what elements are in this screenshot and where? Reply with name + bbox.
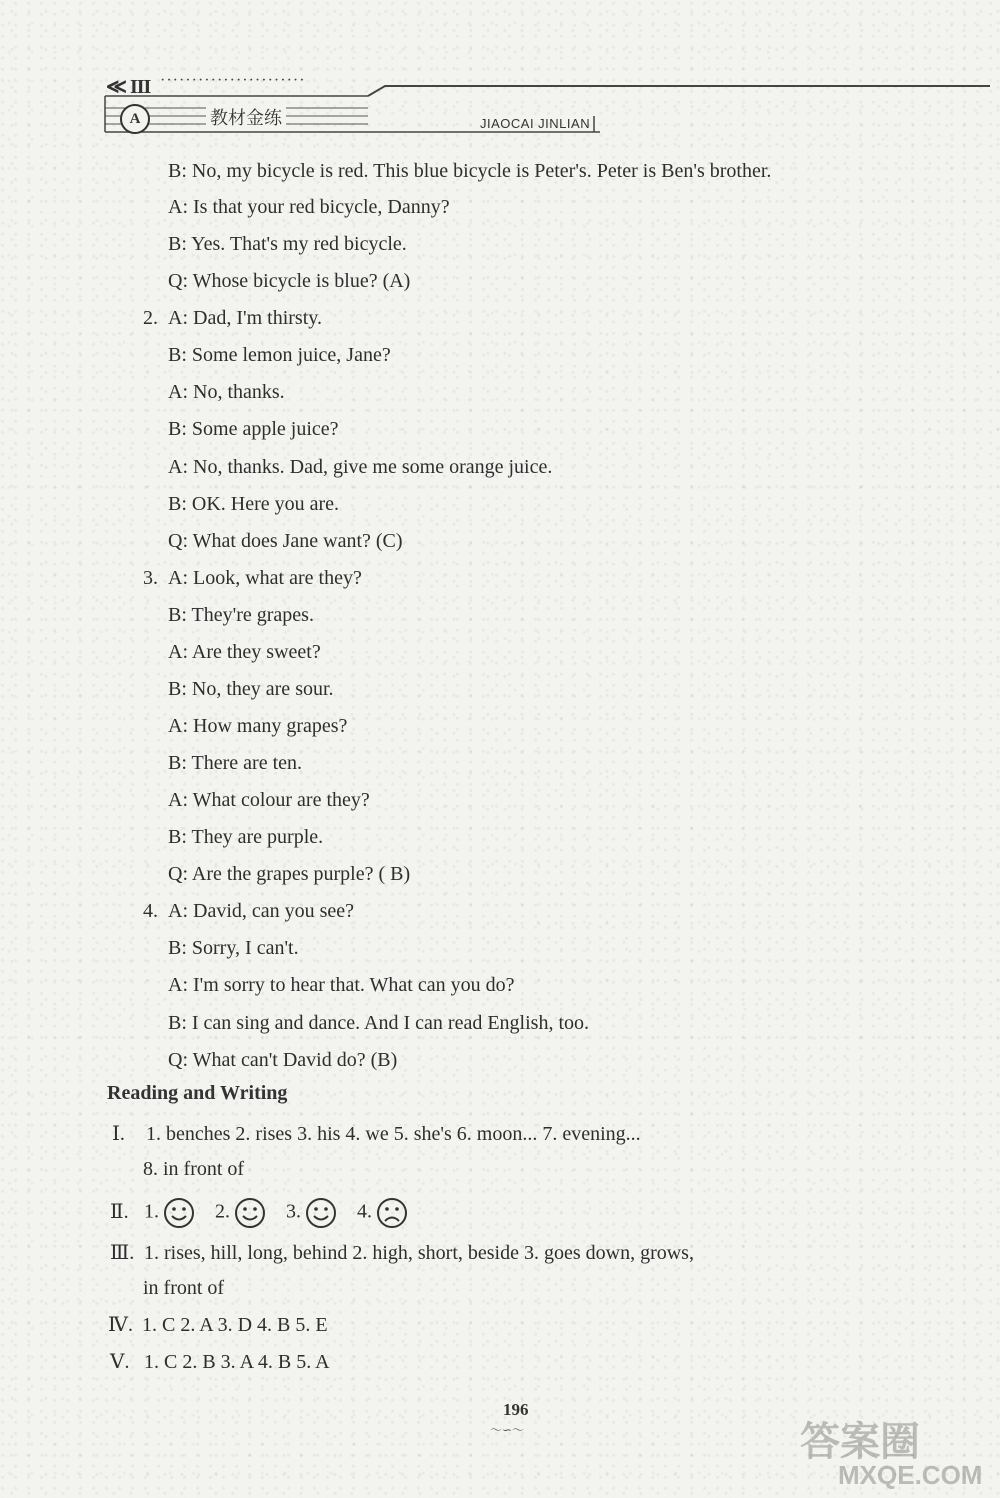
- header-title-en: JIAOCAI JINLIAN: [480, 116, 591, 131]
- section-1-answers-cont: 8. in front of: [143, 1158, 245, 1180]
- section-number: Ⅲ.: [110, 1242, 135, 1264]
- section-4-answers: [108, 1312, 328, 1338]
- dialogue-line: B: No, my bicycle is red. This blue bicycle is Peter's. Peter is Ben's brother.: [168, 160, 772, 182]
- answer-text: 1. rises, hill, long, behind 2. high, short, beside 3. goes down, grows,: [144, 1242, 694, 1264]
- dialogue-line: A: What colour are they?: [168, 789, 370, 811]
- section-1-answers: [112, 1121, 641, 1147]
- dialogue-line: A: No, thanks. Dad, give me some orange juice.: [168, 456, 553, 478]
- section-3-answers: [110, 1240, 694, 1266]
- dialogue-line: B: No, they are sour.: [168, 678, 334, 700]
- header-title-cn: 教材金练: [206, 104, 286, 130]
- item-label: 1.: [144, 1200, 159, 1223]
- smiley-face-icon: [163, 1197, 195, 1229]
- dialogue-number: 2.: [143, 307, 158, 329]
- section-number: Ⅳ.: [108, 1314, 133, 1336]
- reading-writing-heading: Reading and Writing: [107, 1082, 288, 1104]
- dialogue-line: B: I can sing and dance. And I can read English, too.: [168, 1012, 589, 1034]
- dialogue-line: A: How many grapes?: [168, 715, 348, 737]
- section-number: Ⅱ.: [110, 1200, 129, 1223]
- dialogue-line: B: OK. Here you are.: [168, 493, 340, 515]
- watermark-logo: 答案圈: [800, 1419, 920, 1465]
- dialogue-line: Q: Are the grapes purple? ( B): [168, 863, 411, 885]
- smiley-face-icon: [234, 1197, 266, 1229]
- dialogue-line: B: They are purple.: [168, 826, 324, 848]
- dialogue-line: Q: What can't David do? (B): [168, 1049, 398, 1071]
- smiley-face-icon: [305, 1197, 337, 1229]
- dialogue-line: A: David, can you see?: [168, 900, 355, 922]
- dialogue-line: A: I'm sorry to hear that. What can you do?: [168, 974, 515, 996]
- dialogue-line: A: Is that your red bicycle, Danny?: [168, 196, 450, 218]
- dialogue-line: B: Some apple juice?: [168, 418, 339, 440]
- item-label: 2.: [215, 1200, 230, 1223]
- header-arrows: ≪ III: [106, 76, 151, 98]
- section-2-answers: [110, 1197, 428, 1229]
- dialogue-line: Q: What does Jane want? (C): [168, 530, 403, 552]
- header-badge: A: [120, 104, 150, 134]
- dialogue-line: A: Dad, I'm thirsty.: [168, 307, 322, 329]
- dialogue-number: 3.: [143, 567, 158, 589]
- dialogue-line: A: No, thanks.: [168, 381, 285, 403]
- answer-text: 1. C 2. A 3. D 4. B 5. E: [142, 1314, 328, 1336]
- frowning-face-icon: [376, 1197, 408, 1229]
- answer-text: 1. benches 2. rises 3. his 4. we 5. she's 6. moon... 7. evening...: [146, 1123, 641, 1145]
- dialogue-number: 4.: [143, 900, 158, 922]
- page-ornament: ～∽～: [490, 1423, 525, 1437]
- dialogue-line: B: Some lemon juice, Jane?: [168, 344, 391, 366]
- answer-text: 1. C 2. B 3. A 4. B 5. A: [144, 1351, 330, 1373]
- header-dots: ·······················: [160, 72, 306, 89]
- watermark-url: MXQE.COM: [838, 1460, 983, 1490]
- dialogue-line: Q: Whose bicycle is blue? (A): [168, 270, 411, 292]
- dialogue-line: A: Look, what are they?: [168, 567, 362, 589]
- item-label: 3.: [286, 1200, 301, 1223]
- page-number: 196: [503, 1400, 529, 1419]
- page-header: [0, 0, 1000, 140]
- section-3-answers-cont: in front of: [143, 1277, 225, 1299]
- item-label: 4.: [357, 1200, 372, 1223]
- section-number: Ⅰ.: [112, 1123, 125, 1145]
- dialogue-line: B: Yes. That's my red bicycle.: [168, 233, 407, 255]
- dialogue-line: A: Are they sweet?: [168, 641, 321, 663]
- section-5-answers: [110, 1349, 330, 1375]
- dialogue-line: B: There are ten.: [168, 752, 303, 774]
- dialogue-line: B: They're grapes.: [168, 604, 314, 626]
- dialogue-line: B: Sorry, I can't.: [168, 937, 299, 959]
- section-number: Ⅴ.: [110, 1351, 130, 1373]
